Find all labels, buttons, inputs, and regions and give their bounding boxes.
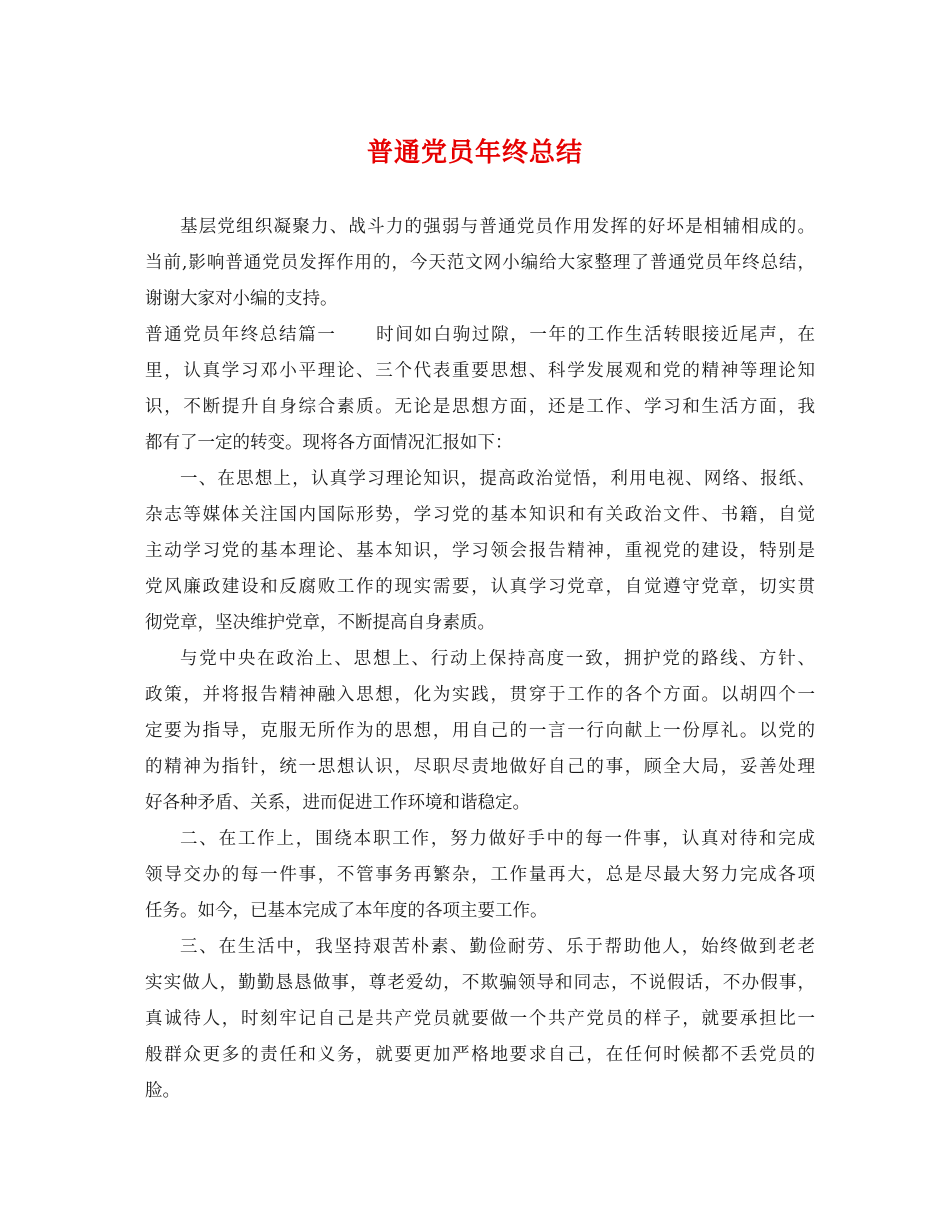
paragraph-line: 般群众更多的责任和义务，就要更加严格地要求自己，在任何时候都不丢党员的	[145, 1045, 815, 1065]
paragraph-line: 谢谢大家对小编的支持。	[145, 289, 338, 309]
paragraph-line: 定要为指导，克服无所作为的思想，用自己的一言一行向献上一份厚礼。以党的	[145, 721, 815, 741]
paragraph-line: 脸。	[145, 1081, 180, 1101]
paragraph-line: 任务。如今，已基本完成了本年度的各项主要工作。	[145, 901, 548, 921]
paragraph-line: 一、在思想上，认真学习理论知识，提高政治觉悟，利用电视、网络、报纸、	[180, 469, 815, 489]
paragraph-line: 杂志等媒体关注国内国际形势，学习党的基本知识和有关政治文件、书籍，自觉	[145, 505, 815, 525]
paragraph-line: 三、在生活中，我坚持艰苦朴素、勤俭耐劳、乐于帮助他人，始终做到老老	[180, 937, 815, 957]
document-body	[145, 209, 815, 1109]
paragraph-line: 政策，并将报告精神融入思想，化为实践，贯穿于工作的各个方面。以胡四个一	[145, 685, 815, 705]
paragraph-line: 与党中央在政治上、思想上、行动上保持高度一致，拥护党的路线、方针、	[180, 649, 815, 669]
paragraph-line: 好各种矛盾、关系，进而促进工作环境和谐稳定。	[145, 793, 530, 813]
section-label: 普通党员年终总结篇一	[145, 325, 337, 345]
paragraph-line: 二、在工作上，围绕本职工作，努力做好手中的每一件事，认真对待和完成	[180, 829, 815, 849]
paragraph-line: 识，不断提升自身综合素质。无论是思想方面，还是工作、学习和生活方面，我	[145, 397, 815, 417]
paragraph-line: 里，认真学习邓小平理论、三个代表重要思想、科学发展观和党的精神等理论知	[145, 361, 815, 381]
document-title: 普通党员年终总结	[366, 138, 583, 168]
paragraph-line: 基层党组织凝聚力、战斗力的强弱与普通党员作用发挥的好坏是相辅相成的。	[180, 217, 815, 237]
paragraph-line: 彻党章，坚决维护党章，不断提高自身素质。	[145, 613, 495, 633]
paragraph-line: 的精神为指针，统一思想认识，尽职尽责地做好自己的事，顾全大局，妥善处理	[145, 757, 815, 777]
paragraph-line: 领导交办的每一件事，不管事务再繁杂，工作量再大，总是尽最大努力完成各项	[145, 865, 815, 885]
paragraph-line: 实实做人，勤勤恳恳做事，尊老爱幼，不欺骗领导和同志，不说假话，不办假事，	[145, 973, 815, 993]
paragraph-line: 主动学习党的基本理论、基本知识，学习领会报告精神，重视党的建设，特别是	[145, 541, 815, 561]
paragraph-line	[145, 317, 815, 353]
paragraph-line: 都有了一定的转变。现将各方面情况汇报如下：	[145, 433, 513, 453]
paragraph-line: 当前,影响普通党员发挥作用的，今天范文网小编给大家整理了普通党员年终总结，	[145, 253, 815, 273]
paragraph-line: 党风廉政建设和反腐败工作的现实需要，认真学习党章，自觉遵守党章，切实贯	[145, 577, 815, 597]
paragraph-line: 真诚待人，时刻牢记自己是共产党员就要做一个共产党员的样子，就要承担比一	[145, 1009, 815, 1029]
paragraph-text: 时间如白驹过隙，一年的工作生活转眼接近尾声，在	[374, 325, 815, 345]
